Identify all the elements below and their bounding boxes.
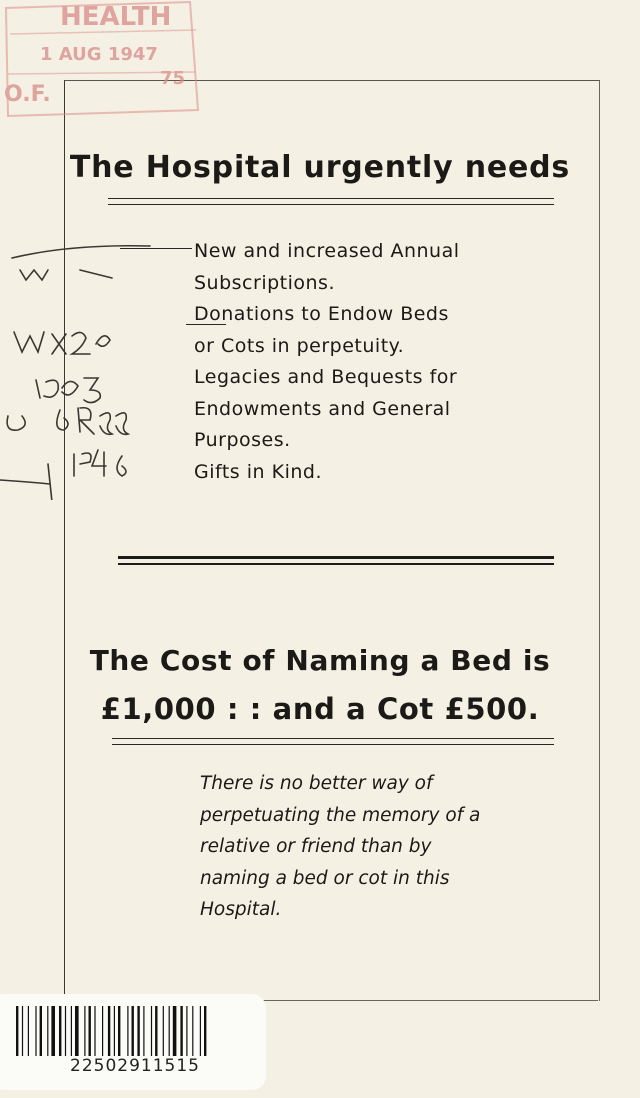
- headline: The Hospital urgently needs: [69, 150, 571, 185]
- barcode-bar: [180, 1006, 182, 1056]
- barcode-bar: [118, 1006, 120, 1056]
- note-line-2: perpetuating the memory of a: [200, 804, 481, 826]
- barcode-bar: [192, 1006, 193, 1056]
- barcode-bar: [137, 1006, 139, 1056]
- need-1-line-1: New and increased Annual: [194, 240, 460, 262]
- cost-line-1: The Cost of Naming a Bed is: [89, 644, 551, 677]
- stamp-initials: O.F.: [4, 82, 51, 107]
- barcode-bar: [84, 1006, 85, 1056]
- handwritten-shelfmarks: [0, 240, 190, 500]
- library-stamp: [0, 0, 210, 118]
- barcode-bar: [22, 1006, 23, 1056]
- barcode-bar: [35, 1006, 36, 1056]
- note-line-3: relative or friend than by: [200, 836, 432, 857]
- barcode-bar: [114, 1006, 115, 1056]
- naming-note: [200, 768, 486, 926]
- barcode-bar: [143, 1006, 144, 1056]
- barcode-bar: [169, 1006, 170, 1056]
- stamp-label: HEALTH: [60, 2, 172, 32]
- barcode-bar: [155, 1006, 157, 1056]
- barcode-bar: [204, 1006, 206, 1056]
- stamp-code: 75: [160, 68, 186, 89]
- rule-bottom-2: [112, 744, 554, 745]
- barcode-bar: [200, 1006, 201, 1056]
- stamp-date: 1 AUG 1947: [40, 44, 158, 65]
- barcode-bar: [127, 1006, 128, 1056]
- need-3-line-2: Endowments and General: [194, 397, 451, 420]
- need-2-line-1: Donations to Endow Beds: [194, 303, 449, 325]
- cost-line-2: £1,000 : : and a Cot £500.: [100, 692, 540, 726]
- barcode-bar: [75, 1006, 79, 1056]
- barcode-bar: [151, 1006, 152, 1056]
- barcode-bar: [40, 1006, 42, 1056]
- note-line-4: naming a bed or cot in this: [200, 867, 450, 889]
- need-2-line-2: or Cots in perpetuity.: [194, 334, 405, 357]
- barcode-bar: [16, 1006, 18, 1056]
- barcode-bar: [89, 1006, 91, 1056]
- note-line-1: There is no better way of: [200, 773, 433, 794]
- barcode-bar: [28, 1006, 29, 1056]
- need-1-line-2: Subscriptions.: [194, 271, 335, 294]
- barcode-bar: [47, 1006, 48, 1056]
- need-3-line-1: Legacies and Bequests for: [194, 366, 458, 388]
- barcode-bar: [132, 1006, 134, 1056]
- barcode-bar: [59, 1006, 61, 1056]
- barcode-number: 22502911515: [70, 1056, 200, 1076]
- leader-line: [120, 248, 192, 249]
- barcode-bar: [108, 1006, 110, 1056]
- barcode-bar: [173, 1006, 177, 1056]
- need-4-line-1: Gifts in Kind.: [194, 460, 322, 483]
- rule-bottom-1: [112, 738, 554, 739]
- note-line-5: Hospital.: [200, 899, 282, 920]
- rule-divider-1: [118, 556, 554, 559]
- need-3-line-3: Purposes.: [194, 429, 291, 451]
- barcode-bar: [51, 1006, 55, 1056]
- needs-list: [194, 236, 484, 488]
- barcode: [16, 1006, 240, 1056]
- barcode-bar: [71, 1006, 72, 1056]
- barcode-bar: [102, 1006, 103, 1056]
- rule-top-1: [108, 198, 554, 199]
- barcode-bar: [94, 1006, 95, 1056]
- barcode-bar: [65, 1006, 66, 1056]
- barcode-bar: [186, 1006, 187, 1056]
- rule-top-2: [108, 204, 554, 205]
- rule-divider-2: [118, 563, 554, 565]
- barcode-bar: [163, 1006, 164, 1056]
